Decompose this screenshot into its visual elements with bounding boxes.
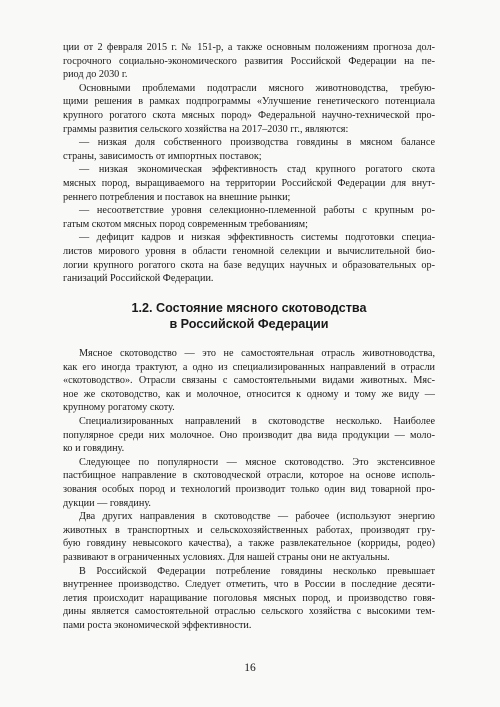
text-line: госрочного социально-экономического развития Российской Федерации на пе-	[63, 55, 435, 67]
text-line: — низкая доля собственного производства говядины в мясном балансе	[79, 137, 435, 149]
text-line: зования особых пород и технологий производит только один вид товарной про-	[63, 483, 435, 495]
text-line: крупного рогатого скота мясных пород» Федеральной научно-технической про-	[63, 109, 435, 121]
text-line: страны, зависимость от импортных поставок;	[63, 150, 262, 162]
text-line: развивают в ограниченных условиях. Для нашей страны они не актуальны.	[63, 551, 390, 563]
text-line: риод до 2030 г.	[63, 69, 128, 81]
text-line: бую говядину невысокого качества), а также развлекательное (корриды, родео)	[63, 538, 435, 550]
body-text-top	[63, 41, 435, 286]
text-line: граммы развития сельского хозяйства на 2017–2030 гг., являются:	[63, 123, 349, 135]
text-line: Два других направления в скотоводстве — рабочее (используют энергию	[79, 511, 435, 523]
section-heading-line: в Российской Федерации	[169, 317, 329, 331]
text-line: В Российской Федерации потребление говядины несколько превышает	[79, 565, 435, 577]
text-line: гатым скотом мясных пород современным требованиям;	[63, 218, 308, 230]
text-line: Основными проблемами подотрасли мясного животноводства, требую-	[79, 82, 435, 94]
text-line: — несоответствие уровня селекционно-племенной работы с крупным ро-	[79, 205, 435, 217]
text-line: логии крупного рогатого скота на базе ведущих научных и образовательных ор-	[63, 259, 435, 271]
text-line: ное же скотоводство, как и молочное, относится к одному и тому же виду —	[63, 388, 435, 400]
text-line: — низкая экономическая эффективность стад крупного рогатого скота	[79, 164, 435, 176]
text-line: крупному рогатому скоту.	[63, 402, 175, 414]
text-line: пами роста экономической эффективности.	[63, 619, 252, 631]
text-line: Специализированных направлений в скотоводстве несколько. Наиболее	[79, 415, 435, 427]
text-line: — дефицит кадров и низкая эффективность системы подготовки специа-	[79, 232, 435, 244]
text-line: ции от 2 февраля 2015 г. № 151-р, а также основным положениям прогноза дол-	[63, 42, 435, 53]
text-line: щими решения в рамках подпрограммы «Улучшение генетического потенциала	[63, 96, 435, 108]
text-line: Мясное скотоводство — это не самостоятельная отрасль животноводства,	[79, 348, 435, 359]
page-number: 16	[244, 662, 256, 674]
text-line: внутреннее производство. Следует отметить, что в России в последние десяти-	[63, 579, 435, 591]
text-line: как его иногда трактуют, а одно из специализированных направлений в отрасли	[63, 361, 435, 373]
text-line: Следующее по популярности — мясное скотоводство. Это экстенсивное	[79, 456, 435, 468]
text-line: летия происходит наращивание поголовья мясных пород, и производство говя-	[63, 592, 435, 604]
text-line: «скотоводство». Отрасли связаны с самостоятельными видами животных. Мяс-	[63, 375, 435, 387]
text-line: популярное среди них молочное. Оно производит два вида продукции — моло-	[63, 429, 435, 441]
text-line: дукции — говядину.	[63, 497, 151, 509]
text-line: ко и говядину.	[63, 443, 125, 455]
text-line: дины является самостоятельной отраслью сельского хозяйства с высокими тем-	[63, 606, 435, 618]
text-line: мясных пород, выращиваемого на территории Российской Федерации для внут-	[63, 177, 435, 189]
body-text-bottom	[63, 347, 435, 632]
section-heading-line: 1.2. Состояние мясного скотоводства	[131, 301, 367, 315]
text-line: реннего потребления и поставок на внешние рынки;	[63, 191, 291, 203]
text-line: животных в транспортных и сельскохозяйственных работах, производят гру-	[63, 524, 435, 536]
text-line: ганизаций Российской Федерации.	[63, 273, 214, 285]
section-heading	[63, 300, 435, 332]
text-line: пастбищное направление в скотоводческой отрасли, которое на основе исполь-	[63, 470, 435, 482]
text-line: листов мирового уровня в области геномной селекции и вычислительной био-	[63, 245, 435, 257]
